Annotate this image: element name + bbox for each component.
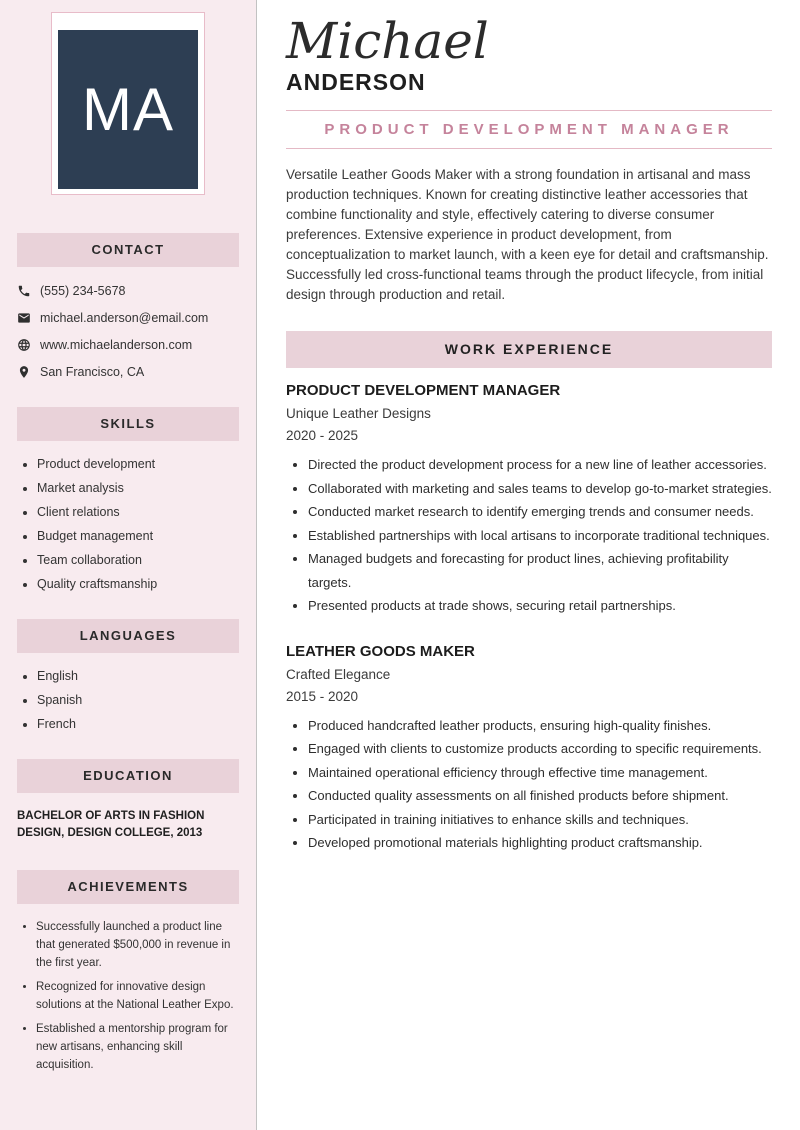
job-title: PRODUCT DEVELOPMENT MANAGER xyxy=(286,382,561,399)
last-name: ANDERSON xyxy=(286,69,426,95)
job-bullet: • Participated in training initiatives to enhance skills and techniques. xyxy=(308,808,772,832)
job-company: Unique Leather Designs xyxy=(286,406,431,421)
education-header: EDUCATION xyxy=(17,759,239,793)
globe-icon xyxy=(17,338,31,352)
work-experience-header: WORK EXPERIENCE xyxy=(286,331,772,368)
contact-list xyxy=(17,284,239,379)
language-item: • English xyxy=(37,669,239,683)
languages-header: LANGUAGES xyxy=(17,619,239,653)
phone-icon xyxy=(17,284,31,298)
skill-item: • Quality craftsmanship xyxy=(37,577,239,591)
main-content xyxy=(257,0,800,1130)
achievements-header: ACHIEVEMENTS xyxy=(17,870,239,904)
skill-item: • Product development xyxy=(37,457,239,471)
contact-phone xyxy=(17,284,239,298)
contact-location xyxy=(17,365,239,379)
first-name: Michael xyxy=(286,12,489,70)
job-bullet: • Conducted quality assessments on all finished products before shipment. xyxy=(308,784,772,808)
email-icon xyxy=(17,311,31,325)
contact-header: CONTACT xyxy=(17,233,239,267)
achievement-item: • Established a mentorship program for new artisans, enhancing skill acquisition. xyxy=(36,1020,239,1074)
profile-summary: Versatile Leather Goods Maker with a strong foundation in artisanal and mass production techniques. Known for creating distinctive leather accessories that combine functionality and style, effectively catering to diverse consumer preferences. Extensive experience in product development, from conceptualization to market launch, with a keen eye for detail and craftsmanship. Successfully led cross-functional teams through the product lifecycle, from initial design through production and retail. xyxy=(286,167,769,302)
initials-avatar xyxy=(58,30,198,189)
job-bullet: • Produced handcrafted leather products, ensuring high-quality finishes. xyxy=(308,714,772,738)
contact-website-text: www.michaelanderson.com xyxy=(40,338,193,352)
contact-website[interactable] xyxy=(17,338,239,352)
skills-list xyxy=(23,457,239,591)
job-bullet: • Developed promotional materials highlighting product craftsmanship. xyxy=(308,831,772,855)
job-dates: 2020 - 2025 xyxy=(286,428,359,443)
language-item: • Spanish xyxy=(37,693,239,707)
initials-text: MA xyxy=(82,76,174,143)
contact-location-text: San Francisco, CA xyxy=(40,365,145,379)
job-entry xyxy=(286,643,772,855)
role-title: PRODUCT DEVELOPMENT MANAGER xyxy=(324,121,734,138)
sidebar xyxy=(0,0,257,1130)
job-bullet: • Conducted market research to identify emerging trends and consumer needs. xyxy=(308,500,772,524)
job-bullet: • Collaborated with marketing and sales teams to develop go-to-market strategies. xyxy=(308,477,772,501)
job-entry xyxy=(286,382,772,618)
languages-list xyxy=(23,669,239,731)
job-bullet: • Managed budgets and forecasting for product lines, achieving profitability targets. xyxy=(308,547,772,594)
job-title: LEATHER GOODS MAKER xyxy=(286,642,475,660)
skill-item: • Client relations xyxy=(37,505,239,519)
skill-item: • Budget management xyxy=(37,529,239,543)
contact-email[interactable] xyxy=(17,311,239,325)
achievements-list xyxy=(23,918,239,1074)
job-bullet: • Engaged with clients to customize products according to specific requirements. xyxy=(308,737,772,761)
job-dates: 2015 - 2020 xyxy=(286,688,359,704)
job-bullet: • Directed the product development process for a new line of leather accessories. xyxy=(308,453,772,477)
job-bullet: • Presented products at trade shows, securing retail partnerships. xyxy=(308,594,772,618)
contact-email-text: michael.anderson@email.com xyxy=(40,311,209,325)
location-icon xyxy=(17,365,31,379)
skill-item: • Team collaboration xyxy=(37,553,239,567)
language-item: • French xyxy=(37,717,239,731)
education-degree: BACHELOR OF ARTS IN FASHION DESIGN, DESIGN COLLEGE, 2013 xyxy=(17,810,205,839)
job-bullet-list xyxy=(286,453,772,618)
skill-item: • Market analysis xyxy=(37,481,239,495)
achievement-item: • Recognized for innovative design solutions at the National Leather Expo. xyxy=(36,978,239,1014)
job-bullet-list xyxy=(286,714,772,855)
job-bullet: • Maintained operational efficiency through effective time management. xyxy=(308,761,772,785)
job-company: Crafted Elegance xyxy=(286,666,391,682)
divider xyxy=(286,148,772,149)
job-bullet: • Established partnerships with local artisans to incorporate traditional techniques. xyxy=(308,524,772,548)
skills-header: SKILLS xyxy=(17,407,239,441)
contact-phone-text: (555) 234-5678 xyxy=(40,284,126,298)
achievement-item: • Successfully launched a product line that generated $500,000 in revenue in the first year. xyxy=(36,918,239,972)
photo-frame xyxy=(51,12,205,195)
